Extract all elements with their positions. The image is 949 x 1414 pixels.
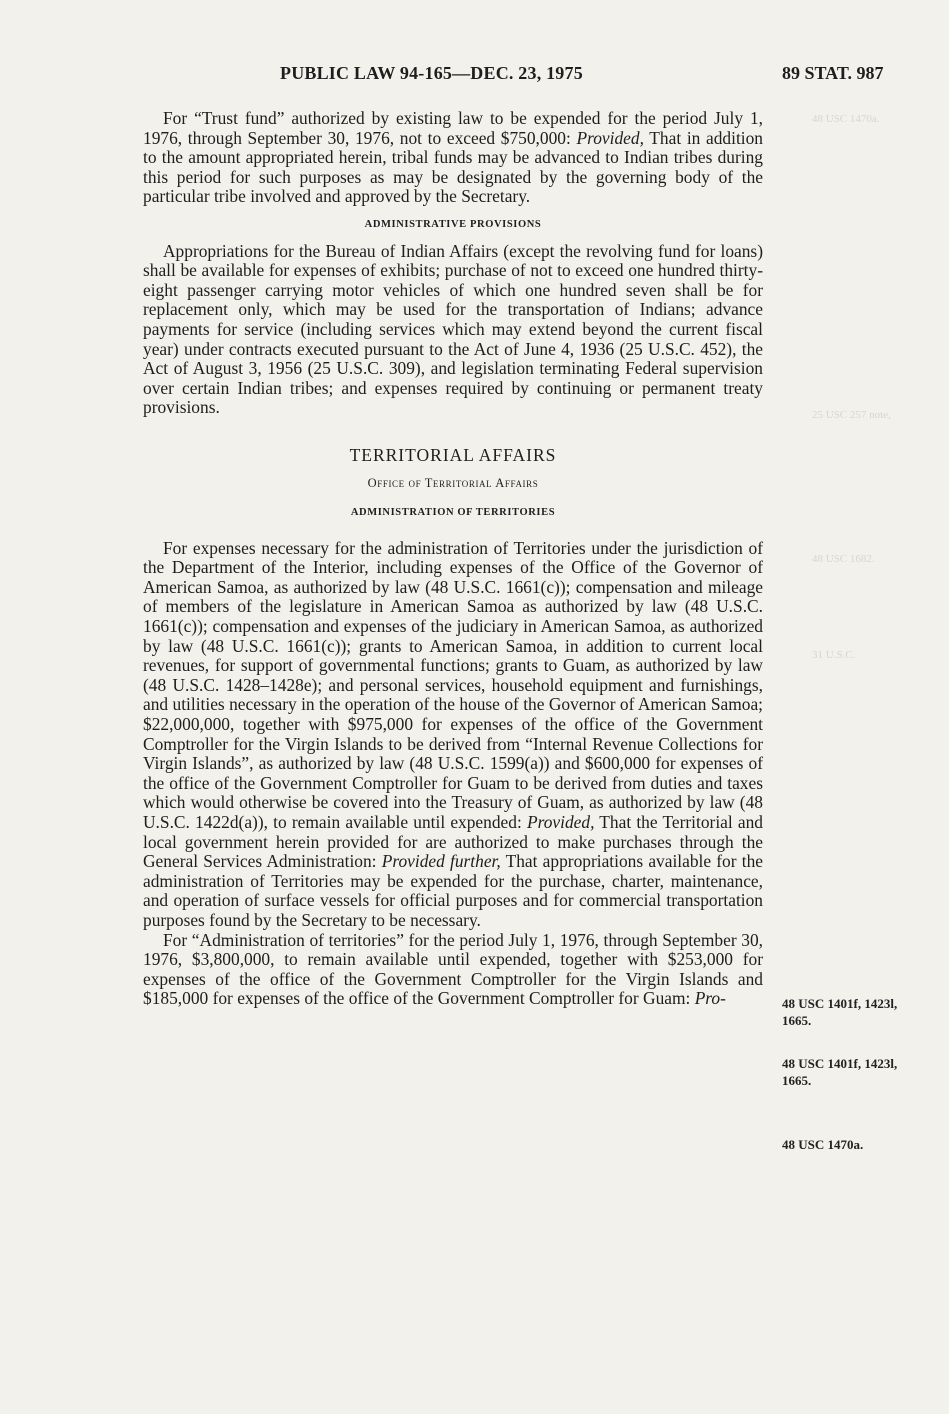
margin-citation: 48 USC 1401f, 1423l, 1665. [782,996,898,1028]
paragraph-trust-fund: For “Trust fund” authorized by existing law to be expended for the period July 1, 1976, through September 30, 1976, not to exceed $750,000: Provided, That in addition to the amount appropriated herein, tribal funds may be advanced to Indian tribes during this period for such purposes as may be designated by the governing body of the particular tribe involved and approved by the Secretary. [143,108,763,207]
paragraph-bia-appropriations: Appropriations for the Bureau of Indian Affairs (except the revolving fund for loans) shall be available for expenses of exhibits; purchase of not to exceed one hundred thirty-eight passenger carrying motor vehicles of which one hundred seven shall be for replacement only, which may be used for the transportation of Indians; advance payments for service (including services which may extend beyond the current fiscal year) under contracts executed pursuant to the Act of June 4, 1936 (25 U.S.C. 452), the Act of August 3, 1956 (25 U.S.C. 309), and legislation terminating Federal supervision over certain Indian tribes; and expenses required by continuing or permanent treaty provisions. [143,240,763,418]
paragraph-territories-expenses: For expenses necessary for the administration of Territories under the jurisdiction of the Department of the Interior, including expenses of the Office of the Governor of American Samoa, as authorized by law (48 U.S.C. 1661(c)); compensation and mileage of members of the legislature in American Samoa as authorized by law (48 U.S.C. 1661(c)); compensation and expenses of the judiciary in American Samoa, as authorized by law (48 U.S.C. 1661(c)); grants to American Samoa, in addition to current local revenues, for support of governmental functions; grants to Guam, as authorized by law (48 U.S.C. 1428–1428e); and personal services, household equipment and furnishings, and utilities necessary in the operation of the house of the Governor of American Samoa; $22,000,000, together with $975,000 for expenses of the office of the Government Comptroller for the Virgin Islands to be derived from “Internal Revenue Collections for Virgin Islands”, as authorized by law (48 U.S.C. 1599(a)) and $600,000 for expenses of the office of the Government Comptroller for Guam to be derived from duties and taxes which would otherwise be covered into the Treasury of Guam, as authorized by law (48 U.S.C. 1422d(a)), to remain available until expended: Provided, That the Territorial and local government herein provided for are authorized to make purchases through the General Services Administration: Provided further, That appropriations available for the administration of Territories may be expended for the purchase, charter, maintenance, and operation of surface vessels for official purposes and for commercial transportation purposes found by the Secretary to be necessary. [143,537,763,930]
provided-italic: Pro- [694,988,726,1009]
paragraph-administration-of-territories-period: For “Administration of territories” for the period July 1, 1976, through September 30, 1976, $3,800,000, to remain available until expended, together with $253,000 for expenses of the office of the Government Comptroller for the Virgin Islands and $185,000 for expenses of the office of the Government Comptroller for Guam: Pro- [143,929,763,1009]
provided-further-italic: Provided further, [381,851,501,872]
margin-citation: 48 USC 1401f, 1423l, 1665. [782,1056,898,1088]
bleed-through-text: 48 USC 1682. [812,553,875,565]
bleed-through-text: 25 USC 257 note, [812,409,891,421]
page-header-stat-number: 89 STAT. 987 [782,63,884,83]
provided-italic: Provided, [576,127,644,148]
heading-office-of-territorial-affairs: Office of Territorial Affairs [367,475,539,490]
heading-administration-of-territories: ADMINISTRATION OF TERRITORIES [350,507,556,519]
provided-italic: Provided, [526,812,595,832]
margin-citation: 48 USC 1470a. [782,1137,864,1152]
bleed-through-text: 31 U.S.C. [812,649,856,661]
main-text-column [143,109,763,1009]
heading-territorial-affairs: TERRITORIAL AFFAIRS [349,444,557,465]
heading-administrative-provisions: ADMINISTRATIVE PROVISIONS [364,218,542,230]
bleed-through-text: 48 USC 1470a. [812,113,880,125]
page-header-title: PUBLIC LAW 94-165—DEC. 23, 1975 [280,63,583,83]
